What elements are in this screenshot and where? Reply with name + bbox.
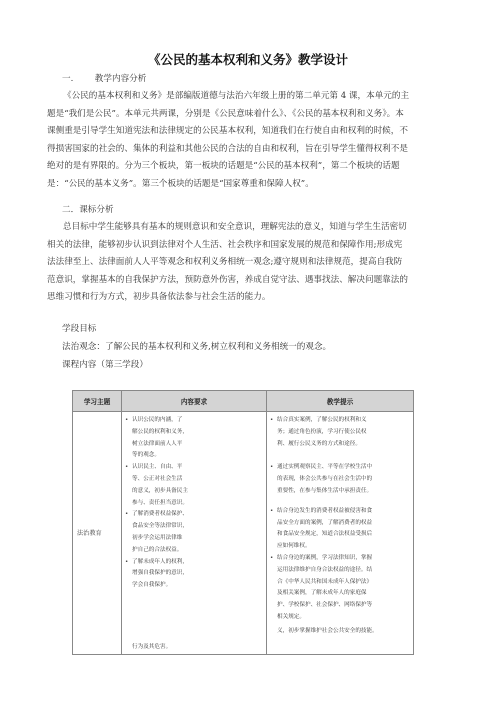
paragraph-line: 题是“我们是公民”。本单元共两课，分别是《公民意味着什么》、《公民的基本权利和义务》。本	[47, 108, 404, 119]
requirement-line: 树立法律面前人人平	[132, 440, 183, 447]
requirement-line: 学会自我保护。	[132, 582, 172, 589]
hint-line: 运用法律维护自身合法权益的途径。结	[277, 566, 373, 573]
hint-line: 结合身边发生的消费者权益被侵害和食	[277, 507, 373, 514]
curriculum-table	[72, 390, 414, 655]
hint-line: 护、学校保护、社会保护、网络保护等	[277, 602, 373, 609]
hint-line: 结合身边的案例，学习法律知识，掌握	[277, 554, 373, 561]
hint-line: 品安全方面的案例，了解消费者的权益	[277, 519, 373, 526]
requirement-item: • 了解未成年人的权利， 增强自我保护的意识， 学会自我保护。	[122, 557, 266, 592]
requirement-line: 护自己的合法权益。	[132, 546, 183, 553]
paragraph-line: 绝对的是有界限的。分为三个板块，第一板块的话题是“公民的基本权利”，第二个板块的话题	[47, 161, 400, 172]
requirement-line: 了解消费者权益保护、	[132, 511, 188, 518]
requirement-item: • 了解消费者权益保护、 食品安全等法律常识， 初步学会运用法律维 护自己的合法权益。	[122, 509, 266, 556]
table-header-row	[73, 391, 414, 412]
hint-line: 应如何维权。	[277, 543, 311, 550]
requirement-line: 参与、责任担当意识。	[132, 499, 188, 506]
requirement-line: 了解未成年人的权利，	[132, 558, 188, 565]
teaching-hints-cell	[267, 412, 414, 655]
hint-line: 的表现，体会公共参与在社会生活中的	[277, 476, 373, 483]
table-header-cell: 学习主题	[73, 391, 122, 412]
requirement-line: 初步学会运用法律维	[132, 534, 183, 541]
table-header-cell: 内容要求	[122, 391, 267, 412]
paragraph-line: 是：“公民的基本义务”。第三个板块的话题是“国家尊重和保障人权”。	[47, 178, 314, 189]
requirement-line: 等、公正对社会生活	[132, 475, 183, 482]
requirement-tail: 行为及其危害。	[132, 643, 172, 650]
paragraph-line: 范意识，掌握基本的自我保护方法，预防意外伤害，养成自觉守法、遇事找法、解决问题靠法的	[47, 274, 408, 285]
hint-line: 利、履行公民义务的方式和途径。	[277, 440, 361, 447]
requirement-item: • 认识民主、自由、平 等、公正对社会生活 的意义，初步具备民主 参与、责任担当意识。	[122, 462, 266, 509]
hint-tail: 义，初步掌握维护社会公共安全的技能。	[277, 627, 378, 634]
hint-line: 通过实例观察民主、平等在学校生活中	[277, 464, 373, 471]
hint-item: • 结合真实案例，了解公民的权利和义 务；通过角色扮演，学习行使公民权 利、履行公民义务的方式和途径。	[267, 415, 413, 450]
requirement-item: • 认识公民的内涵，了 解公民的权利和义务， 树立法律面前人人平 等的观念。	[122, 415, 266, 462]
course-content-heading: 课程内容（第三学段）	[62, 360, 148, 370]
hint-line: 重要性，在参与集体生活中承担责任。	[277, 487, 373, 494]
requirement-line: 食品安全等法律常识，	[132, 523, 188, 530]
table-row	[73, 412, 414, 655]
hint-item: • 结合身边发生的消费者权益被侵害和食 品安全方面的案例，了解消费者的权益 和食品安全规定，知道合法权益受损后 应如何维权。	[267, 506, 413, 553]
hint-line: 相关规定。	[277, 613, 305, 620]
curriculum-analysis-paragraph	[47, 219, 457, 307]
requirements-cell	[122, 412, 267, 655]
requirement-line: 认识公民的内涵，了	[132, 417, 183, 423]
paragraph-line: 得损害国家的社会的、集体的利益和其他公民的合法的自由和权利，旨在引导学生懂得权利不是	[47, 143, 408, 154]
section-heading-curriculum-analysis: 二．课标分析	[62, 205, 114, 215]
section-heading-content-analysis	[62, 72, 146, 84]
hint-item: • 通过实例观察民主、平等在学校生活中 的表现，体会公共参与在社会生活中的 重要性，在参与集体生活中承担责任。	[267, 462, 413, 497]
requirement-line: 增强自我保护的意识，	[132, 570, 188, 577]
requirement-line: 解公民的权利和义务，	[132, 428, 188, 435]
hint-line: 及相关案例，了解未成年人的家庭保	[277, 590, 367, 597]
requirement-line: 等的观念。	[132, 452, 160, 459]
paragraph-line: 相关的法律，能够初步认识到法律对个人生活、社会秩序和国家发展的规范和保障作用;形成宪	[47, 239, 403, 250]
document-title: 《公民的基本权利和义务》教学设计	[147, 52, 348, 67]
hint-item: • 结合身边的案例，学习法律知识，掌握 运用法律维护自身合法权益的途径。结 合《中华人民共和国未成年人保护法》 及相关案例，了解未成年人的家庭保 护、学校保护、社会保护、网络保护等 相关规定。	[267, 553, 413, 624]
learning-theme-cell: 法治教育	[73, 412, 122, 655]
page-bottom-fade	[72, 676, 414, 702]
paragraph-line: 《公民的基本权利和义务》是部编版道德与法治六年级上册的第二单元第 4 课，本单元的主	[63, 91, 410, 101]
requirement-line: 认识民主、自由、平	[132, 464, 183, 471]
stage-goals-heading: 学段目标	[62, 324, 97, 334]
section-number: 一.	[62, 74, 74, 84]
paragraph-line: 课侧重是引导学生知道宪法和法律规定的公民基本权利，知道我们在行使自由和权利的时候，不	[47, 126, 408, 137]
paragraph-line: 思维习惯和行为方式，初步具备依法参与社会生活的能力。	[47, 292, 271, 303]
hint-line: 结合真实案例，了解公民的权利和义	[277, 417, 367, 423]
section-title: 教学内容分析	[94, 74, 147, 84]
hint-line: 务；通过角色扮演，学习行使公民权	[277, 428, 367, 435]
stage-goals-text: 法治观念：了解公民的基本权利和义务,树立权利和义务相统一的观念。	[62, 342, 332, 352]
requirement-line: 的意义，初步具备民主	[132, 487, 188, 494]
hint-line: 合《中华人民共和国未成年人保护法》	[277, 578, 373, 585]
paragraph-line: 法法律至上、法律面前人人平等观念和权利义务相统一观念;遵守规则和法律规范，提高自我防	[47, 257, 403, 268]
hint-line: 和食品安全规定，知道合法权益受损后	[277, 531, 373, 538]
content-analysis-paragraph	[47, 88, 457, 194]
table-header-cell: 教学提示	[267, 391, 414, 412]
paragraph-line: 总目标中学生能够具有基本的规则意识和安全意识，理解宪法的意义，知道与学生生活密切	[63, 222, 407, 232]
